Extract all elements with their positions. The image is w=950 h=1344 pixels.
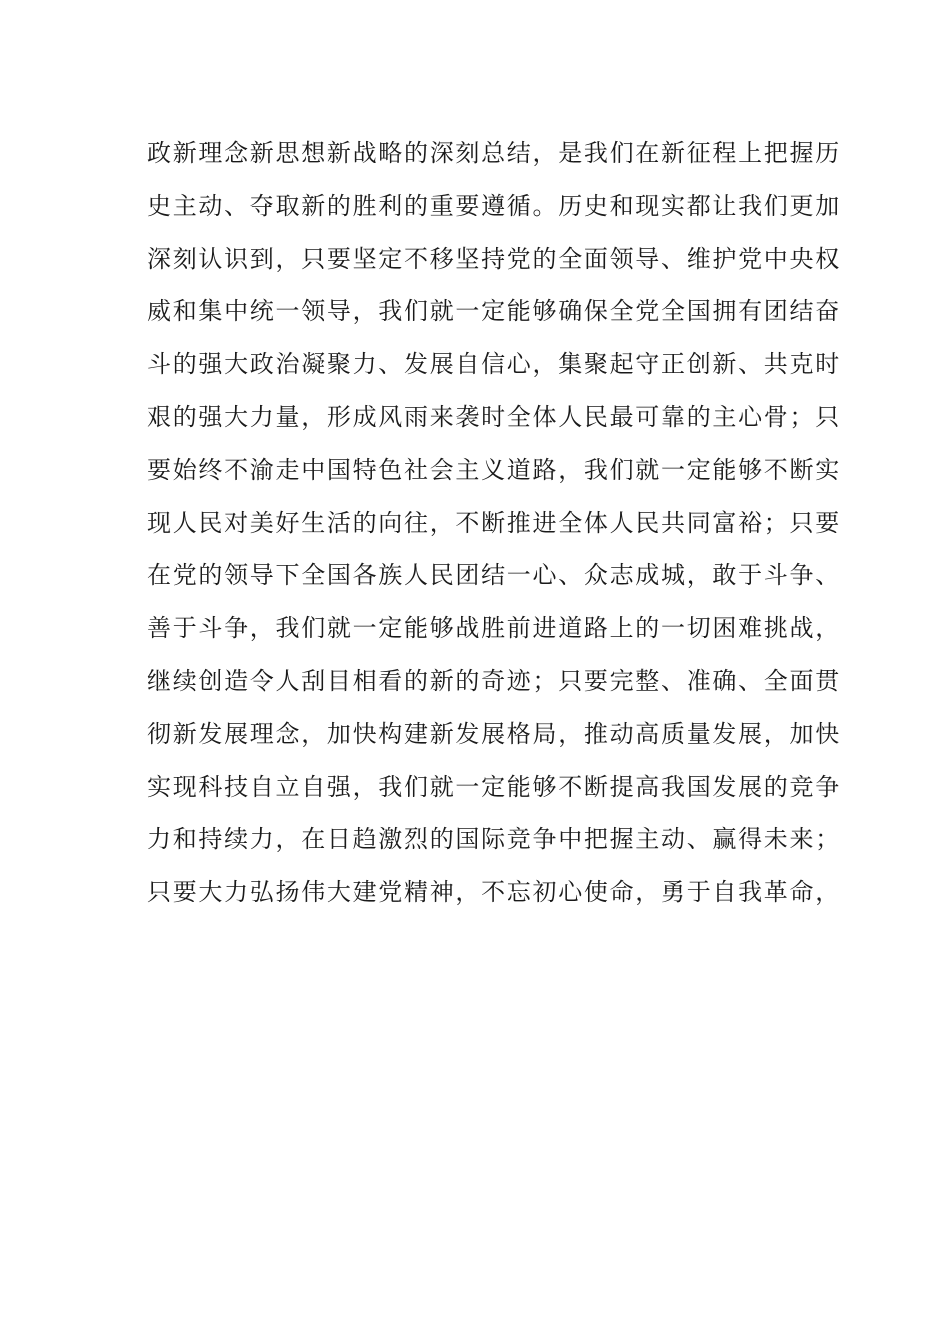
text-line: 威和集中统一领导，我们就一定能够确保全党全国拥有团结奋 (147, 297, 841, 326)
text-line: 继续创造令人刮目相看的新的奇迹；只要完整、准确、全面贯 (147, 666, 841, 695)
text-line: 深刻认识到，只要坚定不移坚持党的全面领导、维护党中央权 (147, 244, 841, 273)
text-line: 善于斗争，我们就一定能够战胜前进道路上的一切困难挑战， (147, 614, 841, 643)
text-line: 在党的领导下全国各族人民团结一心、众志成城，敢于斗争、 (147, 561, 841, 590)
text-line: 政新理念新思想新战略的深刻总结，是我们在新征程上把握历 (147, 139, 841, 167)
text-line: 要始终不渝走中国特色社会主义道路，我们就一定能够不断实 (147, 455, 841, 484)
text-line: 只要大力弘扬伟大建党精神，不忘初心使命，勇于自我革命， (147, 878, 841, 907)
body-paragraph (147, 129, 841, 921)
text-line: 力和持续力，在日趋激烈的国际竞争中把握主动、赢得未来； (147, 825, 841, 854)
text-line: 彻新发展理念，加快构建新发展格局，推动高质量发展，加快 (147, 719, 841, 748)
text-line: 实现科技自立自强，我们就一定能够不断提高我国发展的竞争 (147, 772, 841, 801)
text-line: 艰的强大力量，形成风雨来袭时全体人民最可靠的主心骨；只 (147, 402, 841, 431)
text-line: 斗的强大政治凝聚力、发展自信心，集聚起守正创新、共克时 (147, 350, 841, 379)
text-line: 史主动、夺取新的胜利的重要遵循。历史和现实都让我们更加 (147, 191, 841, 220)
text-line: 现人民对美好生活的向往，不断推进全体人民共同富裕；只要 (147, 508, 841, 537)
